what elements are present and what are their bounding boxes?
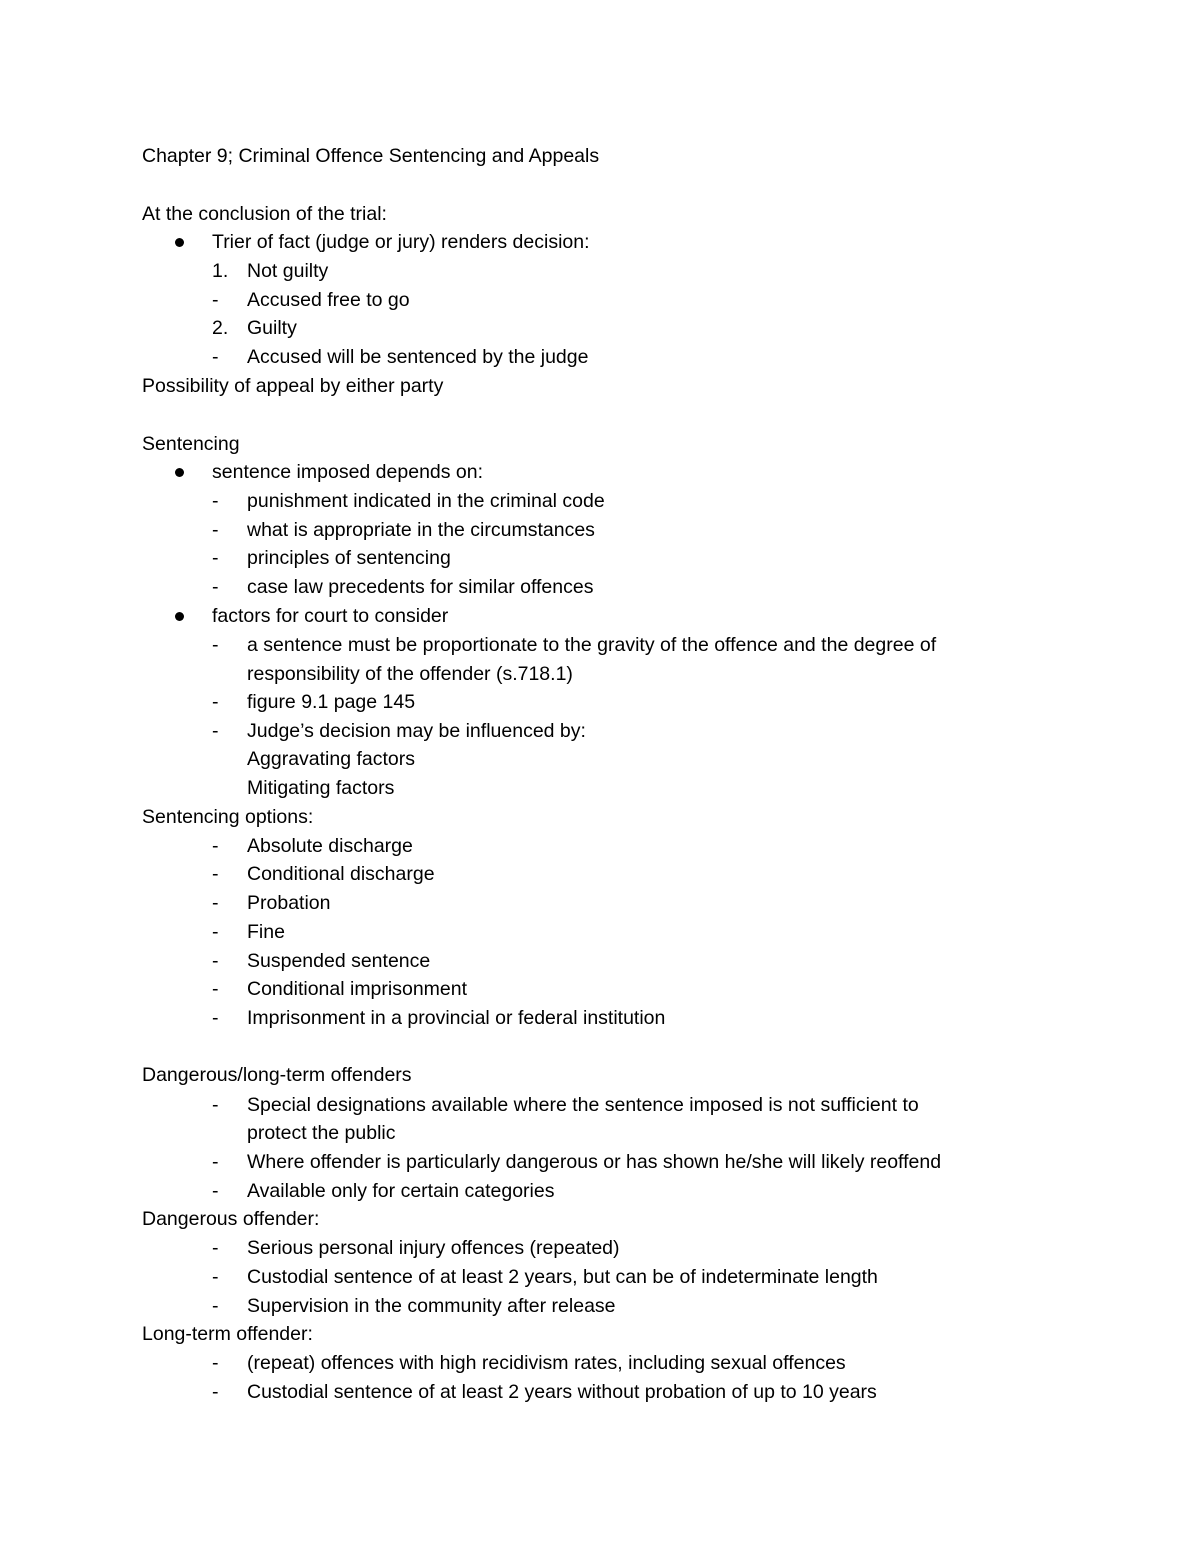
dash-marker: - [212, 490, 219, 512]
outcome1-text: Not guilty [247, 260, 329, 282]
appeal-line: Possibility of appeal by either party [142, 375, 444, 397]
dash-marker: - [212, 950, 219, 972]
dl-item-line: protect the public [247, 1122, 396, 1144]
dl-item: Where offender is particularly dangerous or has shown he/she will likely reoffend [247, 1151, 942, 1173]
dash-marker: - [212, 691, 219, 713]
dash-marker: - [212, 720, 219, 742]
dash-marker: - [212, 892, 219, 914]
outcome2-text: Guilty [247, 317, 297, 339]
dash-marker: - [212, 1295, 219, 1317]
dangerous-heading: Dangerous offender: [142, 1208, 320, 1230]
factors-subitem: Aggravating factors [247, 748, 416, 770]
factors-subitem: Mitigating factors [247, 777, 395, 799]
option-item: Conditional discharge [247, 863, 435, 885]
dash-marker: - [212, 1352, 219, 1374]
option-item: Suspended sentence [247, 950, 431, 972]
longterm-heading: Long-term offender: [142, 1323, 313, 1345]
depends-item: what is appropriate in the circumstances [247, 519, 595, 541]
depends-bullet-text: sentence imposed depends on: [212, 461, 484, 483]
dash-marker: - [212, 1007, 219, 1029]
dangerous-item: Serious personal injury offences (repeated) [247, 1237, 620, 1259]
dl-item-line: Special designations available where the sentence imposed is not sufficient to [247, 1094, 919, 1116]
option-item: Absolute discharge [247, 835, 413, 857]
bullet-icon [175, 468, 184, 477]
dash-marker: - [212, 978, 219, 1000]
dash-marker: - [212, 576, 219, 598]
dash-marker: - [212, 346, 219, 368]
dash-marker: - [212, 1381, 219, 1403]
dash-marker: - [212, 1094, 219, 1116]
dash-marker: - [212, 1237, 219, 1259]
options-heading: Sentencing options: [142, 806, 314, 828]
dash-marker: - [212, 1266, 219, 1288]
option-item: Imprisonment in a provincial or federal institution [247, 1007, 666, 1029]
outcome1-number: 1. [212, 260, 229, 282]
longterm-item: (repeat) offences with high recidivism rates, including sexual offences [247, 1352, 846, 1374]
option-item: Probation [247, 892, 331, 914]
depends-item: case law precedents for similar offences [247, 576, 594, 598]
longterm-item: Custodial sentence of at least 2 years without probation of up to 10 years [247, 1381, 877, 1403]
dash-marker: - [212, 921, 219, 943]
trier-bullet-text: Trier of fact (judge or jury) renders decision: [212, 231, 590, 253]
factors-item-line: responsibility of the offender (s.718.1) [247, 663, 573, 685]
sentencing-heading: Sentencing [142, 433, 240, 455]
dash-marker: - [212, 1151, 219, 1173]
dangerous-longterm-heading: Dangerous/long-term offenders [142, 1064, 412, 1086]
factors-bullet-text: factors for court to consider [212, 605, 449, 627]
dash-marker: - [212, 519, 219, 541]
dangerous-item: Supervision in the community after release [247, 1295, 616, 1317]
dash-marker: - [212, 547, 219, 569]
conclusion-heading: At the conclusion of the trial: [142, 203, 387, 225]
factors-item-line: a sentence must be proportionate to the gravity of the offence and the degree of [247, 634, 937, 656]
dash-marker: - [212, 1180, 219, 1202]
dash-marker: - [212, 835, 219, 857]
outcome1-detail: Accused free to go [247, 289, 410, 311]
document-title: Chapter 9; Criminal Offence Sentencing and Appeals [142, 145, 600, 167]
factors-item: figure 9.1 page 145 [247, 691, 416, 713]
option-item: Fine [247, 921, 285, 943]
outcome2-detail: Accused will be sentenced by the judge [247, 346, 589, 368]
factors-item: Judge’s decision may be influenced by: [247, 720, 586, 742]
bullet-icon [175, 238, 184, 247]
dash-marker: - [212, 863, 219, 885]
dash-marker: - [212, 289, 219, 311]
dash-marker: - [212, 634, 219, 656]
dangerous-item: Custodial sentence of at least 2 years, but can be of indeterminate length [247, 1266, 878, 1288]
dl-item: Available only for certain categories [247, 1180, 555, 1202]
option-item: Conditional imprisonment [247, 978, 468, 1000]
depends-item: punishment indicated in the criminal code [247, 490, 605, 512]
depends-item: principles of sentencing [247, 547, 451, 569]
outcome2-number: 2. [212, 317, 229, 339]
bullet-icon [175, 612, 184, 621]
